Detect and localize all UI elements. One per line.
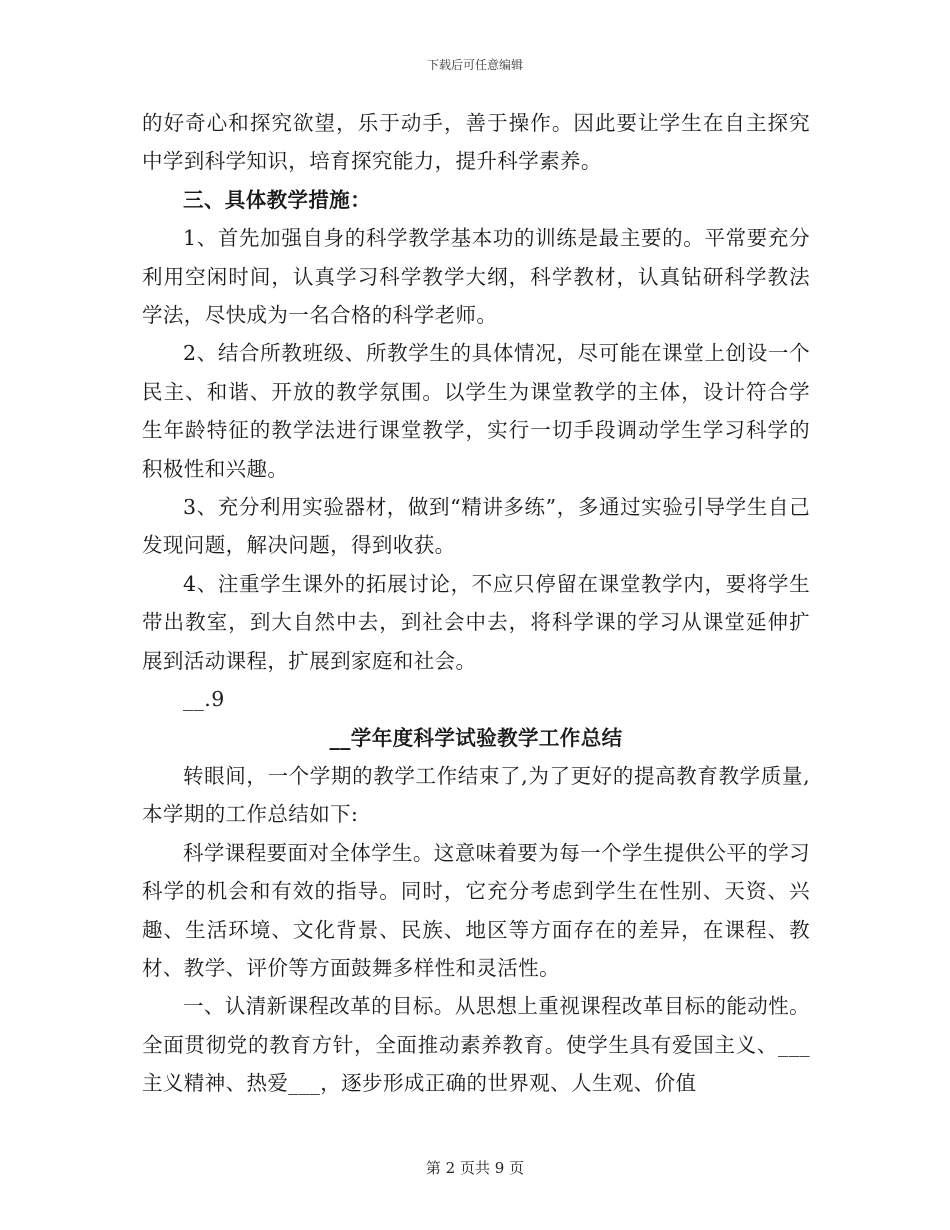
summary-title: __学年度科学试验教学工作总结	[329, 725, 623, 750]
summary-paragraph-2: 科学课程要面对全体学生。这意味着要为每一个学生提供公平的学习科学的机会和有效的指导。同时，它充分考虑到学生在性别、天资、兴趣、生活环境、文化背景、民族、地区等方面存在的差异，在课程、教材、教学、评价等方面鼓舞多样性和灵活性。	[142, 840, 810, 980]
measure-item-4: 4、注重学生课外的拓展讨论，不应只停留在课堂教学内，要将学生带出教室，到大自然中去，到社会中去，将科学课的学习从课堂延伸扩展到活动课程，扩展到家庭和社会。	[142, 571, 810, 673]
measure-item-1: 1、首先加强自身的科学教学基本功的训练是最主要的。平常要充分利用空闲时间，认真学习科学教学大纲，科学教材，认真钻研科学教法学法，尽快成为一名合格的科学老师。	[142, 226, 810, 328]
page-header: 下载后可任意编辑	[426, 58, 523, 72]
document-body	[142, 104, 810, 1103]
section-heading-teaching-measures: 三、具体教学措施：	[183, 187, 372, 212]
measure-item-3: 3、充分利用实验器材，做到“精讲多练”，多通过实验引导学生自己发现问题，解决问题，得到收获。	[142, 495, 810, 558]
date-line: __.9	[183, 687, 225, 712]
paragraph-intro-continued: 的好奇心和探究欲望，乐于动手，善于操作。因此要让学生在自主探究中学到科学知识，培育探究能力，提升科学素养。	[142, 111, 810, 174]
summary-paragraph-1: 转眼间，一个学期的教学工作结束了,为了更好的提高教育教学质量,本学期的工作总结如下:	[142, 763, 810, 827]
summary-paragraph-3: 一、认清新课程改革的目标。从思想上重视课程改革目标的能动性。全面贯彻党的教育方针，全面推动素养教育。使学生具有爱国主义、___主义精神、热爱___，逐步形成正确的世界观、人生观、价值	[142, 994, 810, 1096]
page-footer: 第 2 页共 9 页	[425, 1159, 525, 1177]
measure-item-2: 2、结合所教班级、所教学生的具体情况，尽可能在课堂上创设一个民主、和谐、开放的教学氛围。以学生为课堂教学的主体，设计符合学生年龄特征的教学法进行课堂教学，实行一切手段调动学生学习科学的积极性和兴趣。	[142, 341, 810, 481]
